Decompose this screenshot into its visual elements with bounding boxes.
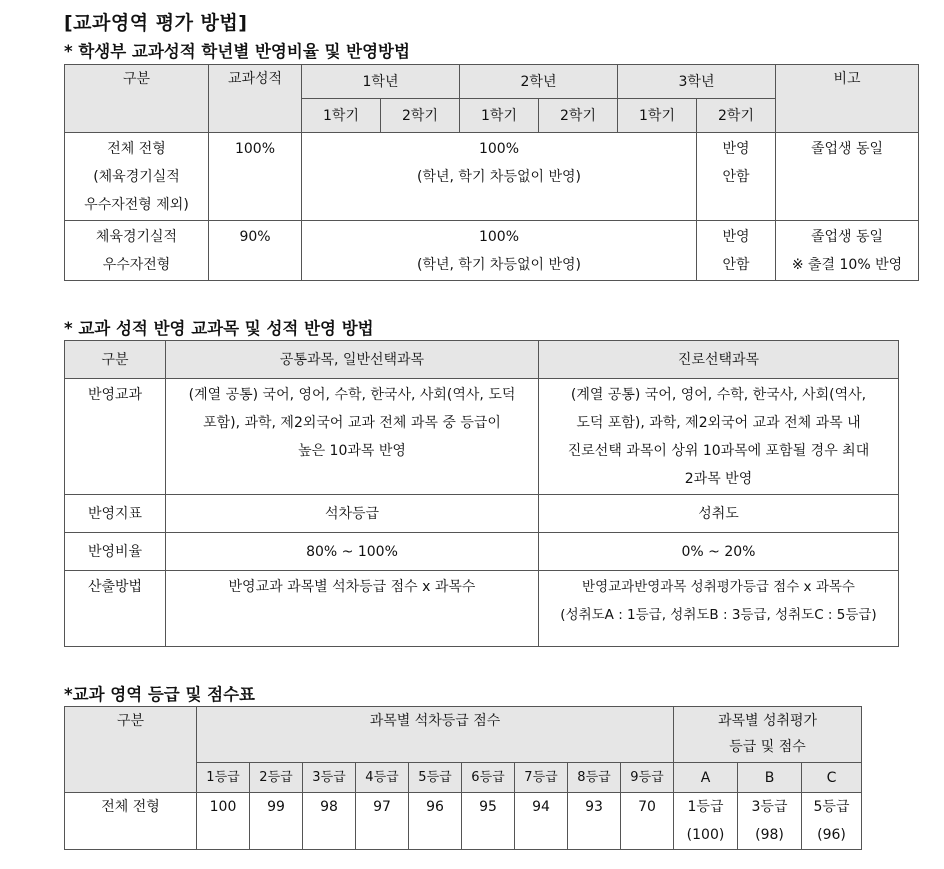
header-year1: 1학년 (302, 65, 460, 99)
row-note (776, 221, 919, 281)
text-line: 반영 (722, 141, 750, 157)
score-cell: 96 (409, 793, 462, 850)
row-career (539, 571, 899, 647)
text-line: 안함 (722, 257, 750, 273)
text-line: 높은 10과목 반영 (298, 443, 406, 459)
row-common: 석차등급 (166, 495, 539, 533)
table-row (65, 495, 899, 533)
header-grade: 7등급 (515, 763, 568, 793)
score-cell: 95 (462, 793, 515, 850)
row-ratio (302, 133, 697, 221)
text-line: 도덕 포함), 과학, 제2외국어 교과 전체 과목 내 (576, 415, 861, 431)
header-gubun: 구분 (65, 707, 197, 793)
score-cell: 100 (197, 793, 250, 850)
table-row (65, 133, 919, 221)
section3-heading: *교과 영역 등급 및 점수표 (64, 685, 255, 704)
text-line: 등급 및 점수 (729, 739, 806, 755)
header-note: 비고 (776, 65, 919, 133)
ach-score-cell (674, 793, 738, 850)
text-line: 100% (478, 229, 520, 245)
score-cell: 93 (568, 793, 621, 850)
table-row (65, 571, 899, 647)
row-label: 반영비율 (65, 533, 166, 571)
text-line: 졸업생 동일 (810, 141, 884, 157)
row-career (539, 379, 899, 495)
header-semester: 1학기 (618, 99, 697, 133)
header-grade: 2등급 (250, 763, 303, 793)
row-ratio (302, 221, 697, 281)
text-line: 체육경기실적 (95, 229, 178, 245)
header-semester: 2학기 (697, 99, 776, 133)
header-ach-grade: B (738, 763, 802, 793)
header-career-subjects: 진로선택과목 (539, 341, 899, 379)
row-gubun (65, 133, 209, 221)
ach-score-cell (738, 793, 802, 850)
text-line: 과목별 성취평가 (717, 713, 818, 729)
section1-heading: * 학생부 교과성적 학년별 반영비율 및 반영방법 (64, 42, 410, 61)
row-common: 반영교과 과목별 석차등급 점수 x 과목수 (166, 571, 539, 647)
header-grade: 1등급 (197, 763, 250, 793)
text-line: 2과목 반영 (684, 471, 753, 487)
text-line: 포함), 과학, 제2외국어 교과 전체 과목 중 등급이 (203, 415, 501, 431)
score-cell: 97 (356, 793, 409, 850)
text-line: 안함 (722, 169, 750, 185)
header-semester: 2학기 (381, 99, 460, 133)
row-label: 산출방법 (65, 571, 166, 647)
row-career: 0% ~ 20% (539, 533, 899, 571)
row-year3-sem2 (697, 133, 776, 221)
table-row (65, 379, 899, 495)
header-score: 교과성적 (209, 65, 302, 133)
header-rank-score: 과목별 석차등급 점수 (197, 707, 674, 763)
text-line: ※ 출결 10% 반영 (791, 257, 903, 273)
text-line: 우수자전형 (102, 257, 171, 273)
score-cell: 94 (515, 793, 568, 850)
header-achievement (674, 707, 862, 763)
table-grade-scores (64, 706, 862, 850)
text-line: (계열 공통) 국어, 영어, 수학, 한국사, 사회(역사, 도덕 (188, 387, 516, 403)
header-year3: 3학년 (618, 65, 776, 99)
text-line: 진로선택 과목이 상위 10과목에 포함될 경우 최대 (567, 443, 870, 459)
text-line: 5등급 (813, 799, 850, 815)
text-line: 전체 전형 (107, 141, 166, 157)
text-line: 1등급 (687, 799, 724, 815)
table-row (65, 221, 919, 281)
page-title: [교과영역 평가 방법] (64, 12, 248, 34)
text-line: (계열 공통) 국어, 영어, 수학, 한국사, 사회(역사, (570, 387, 867, 403)
row-score: 100% (209, 133, 302, 221)
text-line: 100% (478, 141, 520, 157)
section2-heading: * 교과 성적 반영 교과목 및 성적 반영 방법 (64, 319, 374, 338)
row-common (166, 379, 539, 495)
row-label: 반영지표 (65, 495, 166, 533)
header-semester: 1학기 (460, 99, 539, 133)
row-gubun (65, 221, 209, 281)
row-note (776, 133, 919, 221)
text-line: 반영교과반영과목 성취평가등급 점수 x 과목수 (582, 579, 855, 595)
header-grade: 5등급 (409, 763, 462, 793)
header-grade: 3등급 (303, 763, 356, 793)
header-ach-grade: A (674, 763, 738, 793)
header-gubun: 구분 (65, 65, 209, 133)
header-grade: 6등급 (462, 763, 515, 793)
ach-score-cell (802, 793, 862, 850)
header-gubun: 구분 (65, 341, 166, 379)
row-year3-sem2 (697, 221, 776, 281)
table-row (65, 793, 862, 850)
text-line: 졸업생 동일 (810, 229, 884, 245)
text-line: 반영 (722, 229, 750, 245)
text-line: 3등급 (751, 799, 788, 815)
score-cell: 70 (621, 793, 674, 850)
header-semester: 2학기 (539, 99, 618, 133)
text-line: (학년, 학기 차등없이 반영) (417, 257, 581, 273)
score-cell: 99 (250, 793, 303, 850)
text-line: (100) (686, 827, 725, 843)
row-score: 90% (209, 221, 302, 281)
text-line: (성취도A : 1등급, 성취도B : 3등급, 성취도C : 5등급) (560, 607, 877, 623)
text-line: (체육경기실적 (93, 169, 180, 185)
header-year2: 2학년 (460, 65, 618, 99)
text-line: 우수자전형 제외) (84, 197, 189, 213)
header-grade: 9등급 (621, 763, 674, 793)
header-grade: 4등급 (356, 763, 409, 793)
table-grade-reflection-ratio (64, 64, 919, 281)
table-subject-reflection (64, 340, 899, 647)
row-common: 80% ~ 100% (166, 533, 539, 571)
score-cell: 98 (303, 793, 356, 850)
header-common-subjects: 공통과목, 일반선택과목 (166, 341, 539, 379)
table-row (65, 533, 899, 571)
row-label: 전체 전형 (65, 793, 197, 850)
header-semester: 1학기 (302, 99, 381, 133)
header-ach-grade: C (802, 763, 862, 793)
text-line: (98) (755, 827, 784, 843)
row-label: 반영교과 (65, 379, 166, 495)
text-line: (학년, 학기 차등없이 반영) (417, 169, 581, 185)
header-grade: 8등급 (568, 763, 621, 793)
row-career: 성취도 (539, 495, 899, 533)
text-line: (96) (817, 827, 846, 843)
